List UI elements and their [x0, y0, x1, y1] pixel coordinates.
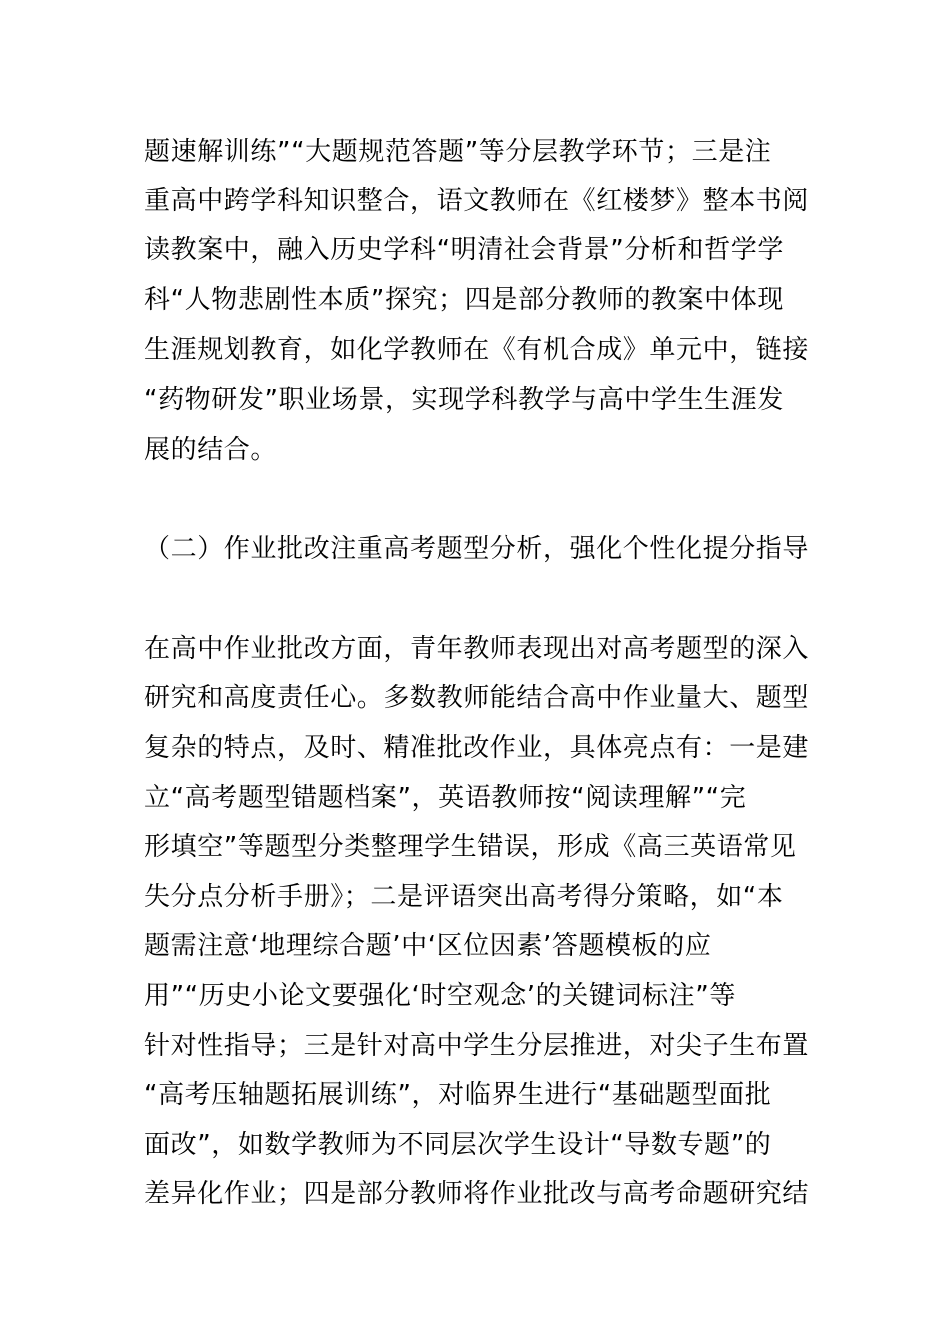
paragraph2-line: 失分点分析手册》；二是评语突出高考得分策略，如“本: [144, 882, 784, 912]
paragraph1-line: 生涯规划教育，如化学教师在《有机合成》单元中，链接: [144, 335, 810, 365]
paragraph1-line: 题速解训练”“大题规范答题”等分层教学环节；三是注: [144, 137, 772, 167]
paragraph2-line: “高考压轴题拓展训练”，对临界生进行“基础题型面批: [144, 1080, 772, 1110]
paragraph1-line: 读教案中，融入历史学科“明清社会背景”分析和哲学学: [144, 235, 784, 265]
paragraph1-line: 科“人物悲剧性本质”探究；四是部分教师的教案中体现: [144, 285, 784, 315]
paragraph2-line: 题需注意‘地理综合题’中‘区位因素’答题模板的应: [144, 931, 712, 961]
paragraph2-line: 形填空”等题型分类整理学生错误，形成《高三英语常见: [144, 832, 797, 862]
paragraph2-line: 研究和高度责任心。多数教师能结合高中作业量大、题型: [144, 683, 810, 713]
paragraph2-line: 差异化作业；四是部分教师将作业批改与高考命题研究结: [144, 1179, 810, 1209]
paragraph2-line: 面改”，如数学教师为不同层次学生设计“导数专题”的: [144, 1130, 772, 1160]
paragraph2-line: 针对性指导；三是针对高中学生分层推进，对尖子生布置: [144, 1031, 810, 1061]
paragraph2-line: 在高中作业批改方面，青年教师表现出对高考题型的深入: [144, 634, 810, 664]
section-heading: （二）作业批改注重高考题型分析，强化个性化提分指导: [144, 534, 810, 564]
paragraph1-line: 展的结合。: [144, 435, 278, 465]
paragraph1-line: 重高中跨学科知识整合，语文教师在《红楼梦》整本书阅: [144, 186, 810, 216]
paragraph1-line: “药物研发”职业场景，实现学科教学与高中学生生涯发: [144, 385, 784, 415]
paragraph2-line: 立“高考题型错题档案”，英语教师按“阅读理解”“完: [144, 783, 747, 813]
paragraph2-line: 复杂的特点，及时、精准批改作业，具体亮点有：一是建: [144, 733, 810, 763]
paragraph2-line: 用”“历史小论文要强化‘时空观念’的关键词标注”等: [144, 981, 736, 1011]
